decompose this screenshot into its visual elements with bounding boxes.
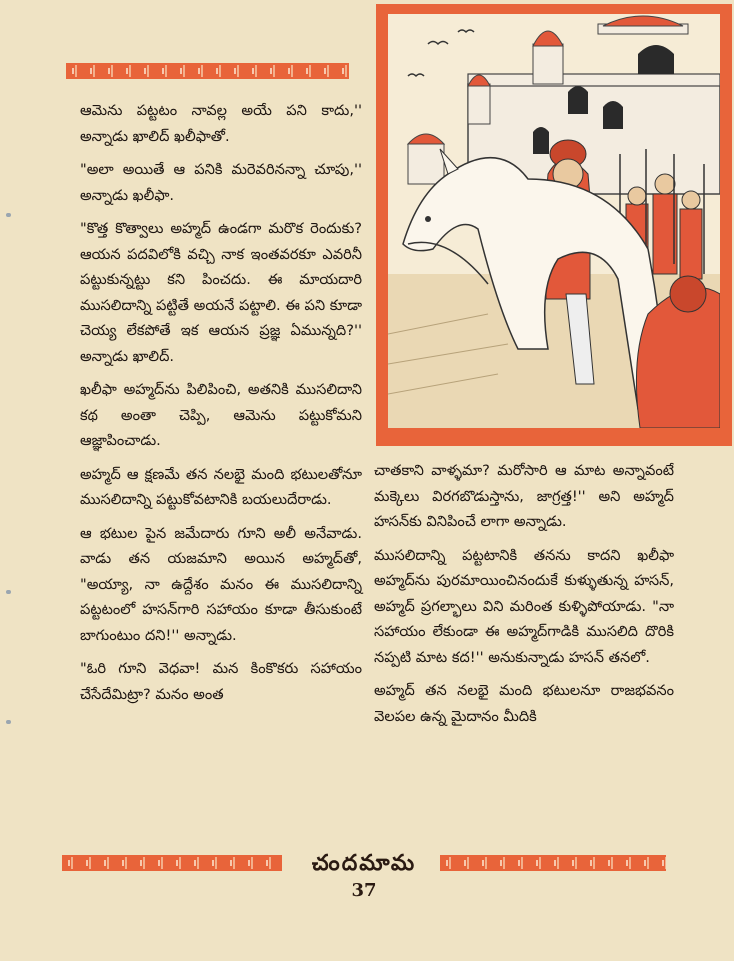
paragraph: అహ్మద్ ఆ క్షణమే తన నలభై మంది భటులతోనూ ముసలిదాన్ని పట్టుకోవటానికి బయలుదేరాడు. <box>80 465 362 508</box>
magazine-name: చందమామ <box>311 851 417 876</box>
paragraph: ఆ భటుల పైన జమేదారు గూని అలీ అనేవాడు. వాడు తన యజమాని అయిన అహ్మద్‌తో, "అయ్యా, నా ఉద్దేశం మనం ఈ ముసలిదాన్ని పట్టటంలో హసన్‌గారి సహాయం కూడా తీసుకుంటే బాగుంటుం దని!'' అన్నాడు. <box>80 524 362 644</box>
paragraph: "కొత్త కొత్వాలు అహ్మద్ ఉండగా మరొక రెందుకు? ఆయన పదవిలోకి వచ్చి నాక ఇంతవరకూ ఎవరినీ పట్టుకున్నట్టు కని పించదు. ఈ మాయదారి ముసలిదాన్ని పట్టితే అయనే పట్టాలి. ఈ పని కూడా చెయ్య లేకపోతే ఇక ఆయన ప్రజ్ఞ ఏమున్నది?'' అన్నాడు ఖాలిద్. <box>80 220 362 365</box>
binding-hole <box>6 590 11 594</box>
ornamental-border-footer-right <box>440 855 666 871</box>
paragraph: ఆమెను పట్టటం నావల్ల అయే పని కాదు,'' అన్నాడు ఖాలిద్ ఖలీఫాతో. <box>80 102 362 145</box>
horseman-with-soldiers-illustration <box>388 14 720 428</box>
paragraph: అహ్మద్ తన నలభై మంది భటులనూ రాజభవనం వెలపల ఉన్న మైదానం మీదికి <box>374 682 674 725</box>
paragraph: "అలా అయితే ఆ పనికి మరెవరినన్నా చూపు,'' అన్నాడు ఖలీఫా. <box>80 161 362 204</box>
ornamental-border-top <box>66 63 349 79</box>
paragraph: చాతకాని వాళ్ళమా? మరోసారి ఆ మాట అన్నావంటే మక్కెలు విరగబొడుస్తాను, జాగ్రత్త!'' అని అహ్మద్ హసన్‌కు వినిపించే లాగా అన్నాడు. <box>374 462 674 530</box>
illustration-frame <box>376 4 732 446</box>
paragraph: ఖలీఫా అహ్మద్‌ను పిలిపించి, అతనికి ముసలిదాని కథ అంతా చెప్పి, ఆమెను పట్టుకోమని ఆజ్ఞాపించాడు. <box>80 381 362 449</box>
binding-hole <box>6 720 11 724</box>
page-number: 37 <box>351 880 377 901</box>
binding-hole <box>6 213 11 217</box>
left-text-column <box>80 98 362 715</box>
right-text-column <box>374 458 674 737</box>
paragraph: "ఓరి గూని వెధవా! మన కింకొకరు సహాయం చేసేదేమిట్రా? మనం అంత <box>80 660 362 703</box>
ornamental-border-footer-left <box>62 855 282 871</box>
paragraph: ముసలిదాన్ని పట్టటానికి తనను కాదని ఖలీఫా అహ్మద్‌ను పురమాయించినందుకే కుళ్ళుతున్న హసన్, అహ్మద్ ప్రగల్భాలు విని మరింత కుళ్ళిపోయాడు. "నా సహాయం లేకుండా ఈ అహ్మద్‌గాడికి ముసలిది దొరికి నప్పటి మాట కద!'' అనుకున్నాడు హసన్ తనలో. <box>374 546 674 666</box>
